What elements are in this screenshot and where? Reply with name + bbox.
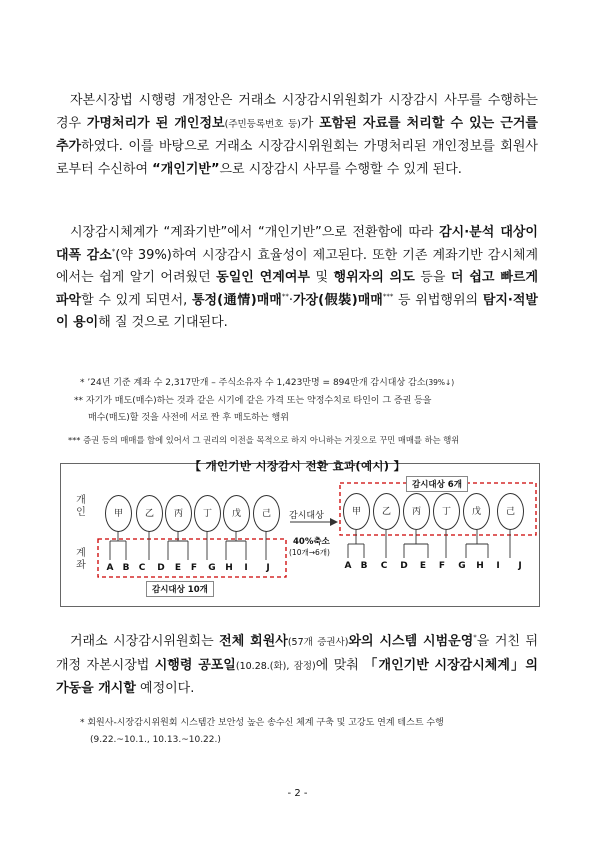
bold-text: 동일인 연계여부	[216, 270, 310, 285]
person-circle: 己	[497, 493, 524, 530]
footnote-1	[80, 374, 454, 392]
paragraph-3	[56, 631, 538, 701]
text: 하였다. 이를 바탕으로 거래소 시장감시위원회는 가명처리된 개인정보를 회원사로부터 수신하여	[56, 139, 538, 177]
footnote-3	[68, 432, 459, 449]
person-circle: 丙	[403, 493, 430, 530]
text: 에 맞춰	[315, 657, 365, 673]
bold-text: 가장(假裝)매매	[292, 292, 383, 308]
reduce-sub-label: (10개→6개)	[289, 548, 330, 557]
text: 거래소 시장감시위원회는	[70, 634, 220, 649]
footnote-marker: **	[281, 292, 289, 301]
account-letter: E	[419, 561, 427, 571]
footnote-4	[80, 715, 550, 749]
reduce-label: 40%축소	[293, 537, 330, 547]
account-letter: H	[225, 563, 233, 573]
text: 할 수 있게 되면서,	[81, 292, 192, 308]
bold-text: 시행령 공포일	[154, 657, 236, 673]
bold-text: 행위자의 의도	[333, 270, 415, 285]
text: 을 거친 뒤 개정 자본시장법	[56, 634, 539, 673]
account-letter: C	[138, 563, 146, 573]
page-number: - 2 -	[287, 788, 308, 799]
account-letter: C	[380, 561, 388, 571]
text: ·	[288, 292, 293, 308]
account-letter: J	[518, 561, 522, 571]
person-circle: 戊	[463, 493, 490, 530]
account-letter: I	[496, 561, 500, 571]
footnote-marker: *	[111, 247, 116, 256]
footnote-text: * 회원사-시장감시위원회 시스템간 보안성 높은 송수신 체계 구축 및 고강도 연계 테스트 수행	[80, 718, 444, 728]
account-letter: G	[458, 561, 466, 571]
text: (약 39%)하여 시장감시 효율성이 제고된다. 또한 기존 계좌기반 감시체계에서는 쉽게 알기 어려웠던	[56, 247, 538, 285]
account-letter: A	[106, 563, 114, 573]
bold-text: 감시·분석 대상이 대폭 감소	[56, 225, 538, 263]
text: 및	[309, 270, 334, 285]
footnote-marker: ***	[382, 292, 394, 301]
small-text: (주민등록번호 등)	[224, 118, 301, 130]
account-letter: B	[122, 563, 130, 573]
label-individual: 개 인	[76, 495, 86, 518]
account-letter: B	[360, 561, 368, 571]
footnote-text: * ’24년 기준 계좌 수 2,317만개 – 주식소유자 수 1,423만명 = 894만개 감시대상 감소	[80, 378, 426, 388]
small-text: (10.28.(화), 잠정)	[235, 660, 316, 672]
text: 등 위법행위의	[393, 292, 483, 308]
text: 등을	[414, 270, 451, 285]
footnote-2	[74, 393, 544, 427]
paragraph-1	[56, 90, 538, 181]
person-circle: 丙	[165, 495, 192, 532]
footnote-text: *** 증권 등의 매매를 함에 있어서 그 권리의 이전을 목적으로 하지 아니하는 거짓으로 꾸민 매매를 하는 행위	[68, 435, 460, 445]
account-letter: E	[174, 563, 182, 573]
bold-text: 포함된 자료를 처리할 수 있는 근거를 추가	[56, 115, 538, 154]
account-letter: I	[244, 563, 248, 573]
account-letter: F	[438, 561, 446, 571]
small-text: (57개 증권사)	[287, 637, 349, 648]
bold-text: 「개인기반 시장감시체계」의 가동을 개시할	[56, 657, 538, 696]
text: 예정이다.	[135, 681, 195, 696]
paragraph-2	[56, 222, 538, 335]
bold-text: “개인기반”	[152, 161, 220, 177]
person-circle: 己	[253, 495, 280, 532]
bold-text: 와의 시스템 시범운영	[348, 634, 474, 649]
person-circle: 乙	[136, 495, 163, 532]
text: 으로 시장감시 사무를 수행할 수 있게 된다.	[219, 161, 462, 177]
person-circle: 乙	[373, 493, 400, 530]
account-letter: D	[400, 561, 408, 571]
account-letter: G	[208, 563, 216, 573]
footnote-small: (39%↓)	[425, 378, 455, 387]
text: 가	[300, 115, 320, 131]
footnote-marker: *	[473, 633, 477, 642]
person-circle: 丁	[194, 495, 221, 532]
footnote-text: 매수(매도)할 것을 사전에 서로 짠 후 매도하는 행위	[88, 413, 289, 423]
bold-text: 가명처리가 된 개인정보	[86, 115, 225, 131]
label-account: 계 좌	[76, 548, 86, 571]
bold-text: 더 쉽고 빠르게 파악	[56, 270, 539, 308]
figure-title: 【 개인기반 시장감시 전환 효과(예시) 】	[189, 459, 406, 473]
bold-text: 통정(通情)매매	[192, 292, 282, 308]
account-letter: J	[266, 563, 270, 573]
account-letter: A	[344, 561, 352, 571]
text: 해 질 것으로 기대된다.	[98, 315, 228, 330]
person-circle: 戊	[223, 495, 250, 532]
text: 시장감시체계가 “계좌기반”에서 “개인기반”으로 전환함에 따라	[70, 225, 440, 240]
footnote-text: (9.22.~10.1., 10.13.~10.22.)	[90, 735, 221, 745]
bold-text: 전체 회원사	[219, 634, 288, 649]
account-letter: F	[190, 563, 198, 573]
arrow-label: 감시대상	[289, 511, 324, 521]
right-target-tag: 감시대상 6개	[406, 476, 468, 492]
left-target-tag: 감시대상 10개	[146, 581, 214, 597]
footnote-text: ** 자기가 매도(매수)하는 것과 같은 시기에 같은 가격 또는 약정수치로 타인이 그 증권 등을	[74, 396, 432, 406]
person-circle: 甲	[343, 493, 370, 530]
person-circle: 丁	[433, 493, 460, 530]
bold-text: 탐지·적발이 용이	[56, 292, 538, 330]
account-letter: H	[476, 561, 484, 571]
person-circle: 甲	[105, 495, 132, 532]
text: 자본시장법 시행령 개정안은 거래소 시장감시위원회가 시장감시 사무를 수행하는 경우	[56, 93, 538, 131]
account-letter: D	[157, 563, 165, 573]
